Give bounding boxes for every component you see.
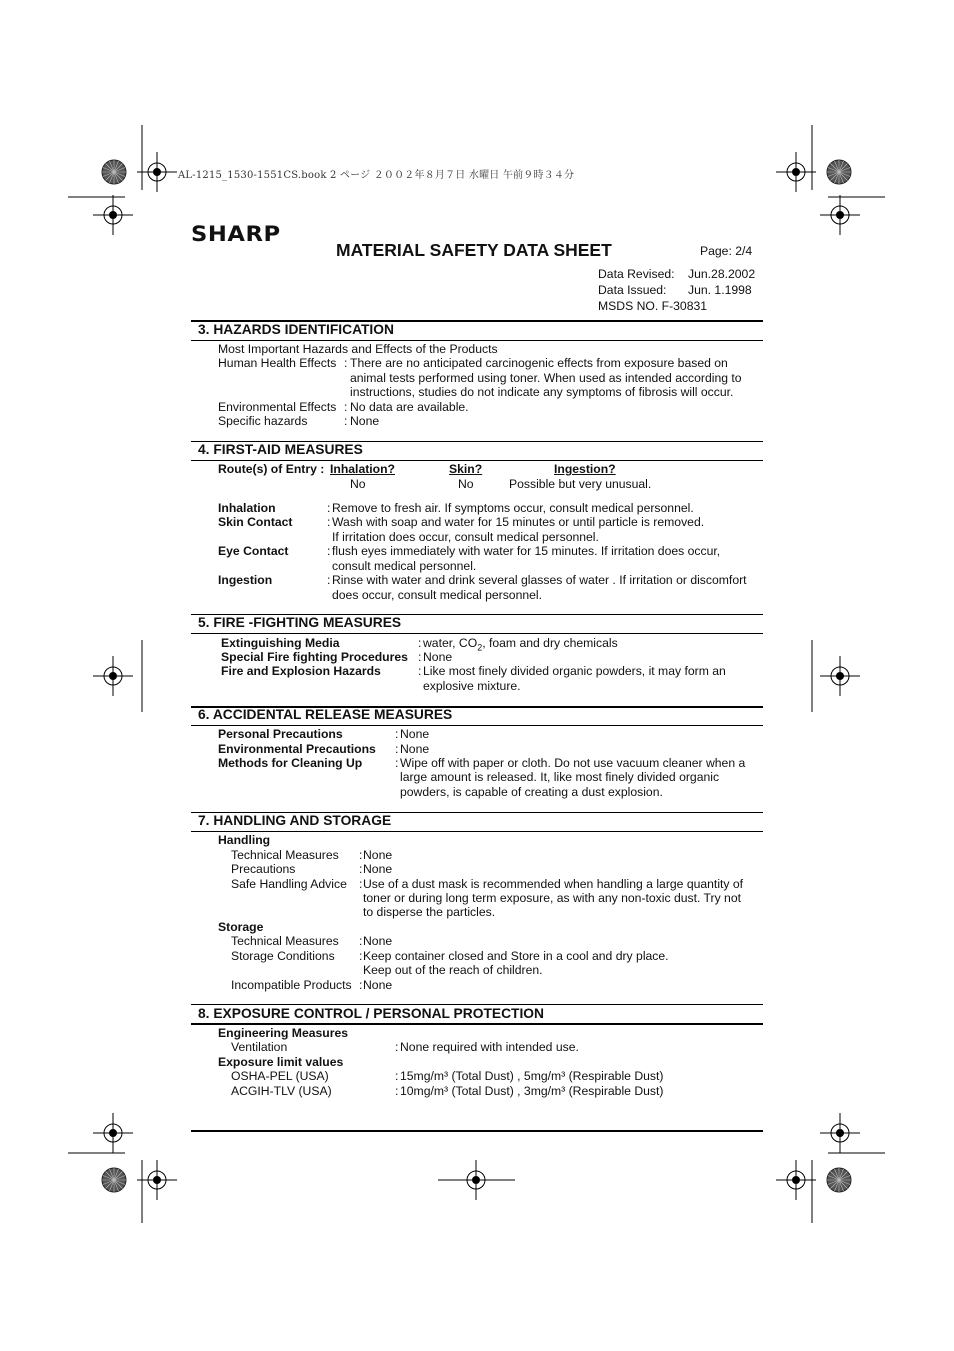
storage-conditions-line: Keep container closed and Store in a cool and dry place. [363, 949, 669, 963]
special-procedures-value: None [423, 650, 453, 664]
precautions-label: Precautions [231, 862, 296, 876]
storage-tech-label: Technical Measures [231, 934, 339, 948]
skin-answer: No [458, 477, 474, 491]
incompatible-value: None [363, 978, 393, 992]
section-4-title: 4. FIRST-AID MEASURES [198, 442, 363, 457]
revised-label: Data Revised: [598, 267, 675, 281]
acgih-value: 10mg/m³ (Total Dust) , 3mg/m³ (Respirable Dust) [400, 1084, 664, 1098]
eye-contact-label: Eye Contact [218, 544, 289, 558]
section-5-title: 5. FIRE -FIGHTING MEASURES [198, 615, 402, 630]
specific-hazards-label: Specific hazards [218, 414, 308, 428]
section-7-title: 7. HANDLING AND STORAGE [198, 813, 392, 828]
tech-measures-value: None [363, 848, 393, 862]
eye-contact-line: flush eyes immediately with water for 15 minutes. If irritation does occur, [332, 544, 721, 558]
ingestion-line: Rinse with water and drink several glasses of water . If irritation or discomfort [332, 573, 747, 587]
ventilation-value: None required with intended use. [400, 1040, 579, 1054]
handling-heading: Handling [218, 833, 271, 847]
section-8-title: 8. EXPOSURE CONTROL / PERSONAL PROTECTION [198, 1006, 544, 1021]
health-line: There are no anticipated carcinogenic effects from exposure based on [350, 356, 728, 370]
section-rule [191, 1023, 763, 1025]
section-6-title: 6. ACCIDENTAL RELEASE MEASURES [198, 707, 453, 722]
section-rule [191, 1004, 763, 1005]
ingestion-line: does occur, consult medical personnel. [332, 588, 543, 602]
skin-contact-line: If irritation does occur, consult medical personnel. [332, 530, 599, 544]
skin-header: Skin? [449, 462, 483, 476]
revised-value: Jun.28.2002 [688, 267, 756, 281]
inhalation-label: Inhalation [218, 501, 276, 515]
section-rule [191, 831, 763, 832]
osha-value: 15mg/m³ (Total Dust) , 5mg/m³ (Respirable Dust) [400, 1069, 664, 1083]
inhalation-value: Remove to fresh air. If symptoms occur, consult medical personnel. [332, 501, 694, 515]
ingestion-header: Ingestion? [554, 462, 616, 476]
env-precautions-value: None [400, 742, 430, 756]
osha-label: OSHA-PEL (USA) [231, 1069, 329, 1083]
storage-tech-value: None [363, 934, 393, 948]
ingestion-answer: Possible but very unusual. [509, 477, 652, 491]
specific-hazards-value: None [350, 414, 380, 428]
storage-heading: Storage [218, 920, 264, 934]
document-title: MATERIAL SAFETY DATA SHEET [336, 240, 612, 260]
health-line: animal tests performed using toner. When used as intended according to [350, 371, 742, 385]
extinguishing-label: Extinguishing Media [221, 636, 340, 650]
cleaning-line: Wipe off with paper or cloth. Do not use vacuum cleaner when a [400, 756, 746, 770]
safe-handling-line: to disperse the particles. [363, 905, 496, 919]
skin-contact-line: Wash with soap and water for 15 minutes or until particle is removed. [332, 515, 705, 529]
section-rule [191, 340, 763, 341]
fire-hazards-line: Like most finely divided organic powders, it may form an [423, 664, 726, 678]
special-procedures-label: Special Fire fighting Procedures [221, 650, 408, 664]
section-rule [191, 460, 763, 461]
sharp-logo: SHARP [191, 222, 281, 246]
health-line: instructions, studies do not indicate any symptoms of fibrosis will occur. [350, 385, 734, 399]
issued-value: Jun. 1.1998 [688, 283, 752, 297]
skin-contact-label: Skin Contact [218, 515, 293, 529]
hazards-intro: Most Important Hazards and Effects of the Products [218, 342, 498, 356]
msds-number: MSDS NO. F-30831 [598, 299, 708, 313]
env-effects-value: No data are available. [350, 400, 469, 414]
cleaning-line: powders, is capable of creating a dust explosion. [400, 785, 663, 799]
ingestion-label: Ingestion [218, 573, 273, 587]
health-label: Human Health Effects [218, 356, 337, 370]
precautions-value: None [363, 862, 393, 876]
route-label: Route(s) of Entry : [218, 462, 325, 476]
section-3-title: 3. HAZARDS IDENTIFICATION [198, 322, 394, 337]
tech-measures-label: Technical Measures [231, 848, 339, 862]
fire-hazards-line: explosive mixture. [423, 679, 521, 693]
engineering-heading: Engineering Measures [218, 1026, 349, 1040]
env-effects-label: Environmental Effects [218, 400, 337, 414]
env-precautions-label: Environmental Precautions [218, 742, 376, 756]
safe-handling-line: Use of a dust mask is recommended when handling a large quantity of [363, 877, 744, 891]
section-rule [191, 633, 763, 634]
ventilation-label: Ventilation [231, 1040, 288, 1054]
personal-precautions-value: None [400, 727, 430, 741]
inhalation-header: Inhalation? [330, 462, 395, 476]
fire-hazards-label: Fire and Explosion Hazards [221, 664, 381, 678]
eye-contact-line: consult medical personnel. [332, 559, 477, 573]
acgih-label: ACGIH-TLV (USA) [231, 1084, 332, 1098]
extinguishing-value: water, $CO_2$, foam and dry chemicals [423, 636, 618, 653]
safe-handling-label: Safe Handling Advice [231, 877, 347, 891]
cleaning-label: Methods for Cleaning Up [218, 756, 363, 770]
storage-conditions-label: Storage Conditions [231, 949, 335, 963]
book-header: AL-1215_1530-1551CS.book 2 ページ ２００２年８月７日 水曜日 午前９時３４分 [178, 170, 575, 181]
section-rule [191, 725, 763, 726]
safe-handling-line: toner or during long term exposure, as with any non-toxic dust. Try not [363, 891, 742, 905]
cleaning-line: large amount is released. It, like most finely divided organic [400, 770, 720, 784]
storage-conditions-line: Keep out of the reach of children. [363, 963, 543, 977]
issued-label: Data Issued: [598, 283, 667, 297]
exposure-heading: Exposure limit values [218, 1055, 344, 1069]
footer-rule [191, 1130, 763, 1132]
personal-precautions-label: Personal Precautions [218, 727, 343, 741]
incompatible-label: Incompatible Products [231, 978, 352, 992]
page-number: Page: 2/4 [700, 244, 753, 258]
inhalation-answer: No [350, 477, 366, 491]
